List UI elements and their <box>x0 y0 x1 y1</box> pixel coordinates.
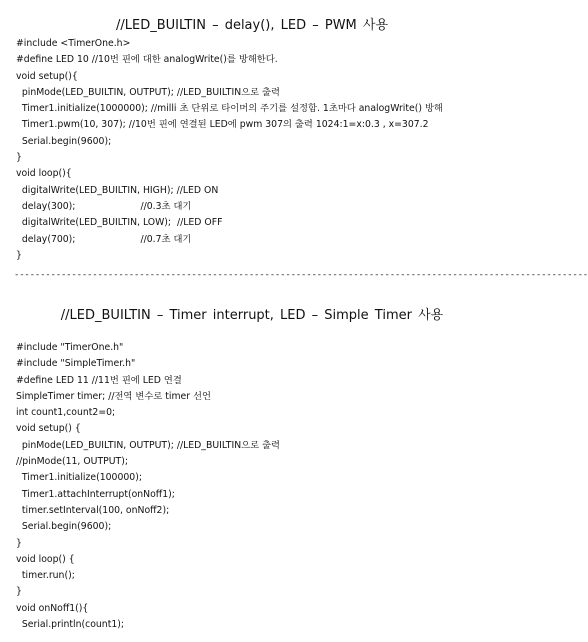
code-line: digitalWrite(LED_BUILTIN, LOW); //LED OFF <box>16 217 223 229</box>
code-line: Serial.println(count1); <box>16 619 125 631</box>
code-line: Timer1.initialize(100000); <box>16 472 142 484</box>
code-line: Timer1.attachInterrupt(onNoff1); <box>16 488 175 500</box>
code-line: #include "TimerOne.h" <box>16 342 124 353</box>
code-line: void setup() { <box>16 423 81 435</box>
code-line: Timer1.pwm(10, 307); //10번 핀에 연결된 LED에 pwm 307의 출력 1024:1=x:0.3 , x=307.2 <box>16 119 429 131</box>
code-line: pinMode(LED_BUILTIN, OUTPUT); //LED_BUILTIN으로 출력 <box>16 439 281 451</box>
code-line: delay(700); //0.7초 대기 <box>16 233 192 245</box>
code-line: } <box>16 152 22 164</box>
code-line: delay(300); //0.3초 대기 <box>16 200 192 212</box>
code-line: void onNoff1(){ <box>16 602 89 614</box>
code-line: Timer1.initialize(1000000); //milli 초 단위로 타이머의 주기를 설정함. 1초마다 analogWrite() 방해 <box>16 103 443 115</box>
code-line: #include <TimerOne.h> <box>16 38 131 49</box>
code-line: #define LED 11 //11번 핀에 LED 연결 <box>16 374 182 386</box>
code-line: timer.setInterval(100, onNoff2); <box>16 504 170 516</box>
code-line: Serial.begin(9600); <box>16 521 112 533</box>
code-line: void setup(){ <box>16 70 78 82</box>
section2-title: //LED_BUILTIN – Timer interrupt, LED – Simple Timer 사용 <box>60 308 444 323</box>
code-line: void loop() { <box>16 553 75 565</box>
code-line: } <box>16 586 22 598</box>
code-line: pinMode(LED_BUILTIN, OUTPUT); //LED_BUILTIN으로 출력 <box>16 86 281 98</box>
code-line: Serial.begin(9600); <box>16 135 112 147</box>
code-line: SimpleTimer timer; //전역 변수로 timer 선언 <box>16 390 212 402</box>
code-line: } <box>16 537 22 549</box>
code-line: digitalWrite(LED_BUILTIN, HIGH); //LED ON <box>16 184 219 196</box>
code-line: #define LED 10 //10번 핀에 대한 analogWrite()를 방해한다. <box>16 54 278 66</box>
section1-title: //LED_BUILTIN – delay(), LED – PWM 사용 <box>115 18 389 33</box>
code-line: int count1,count2=0; <box>16 407 116 419</box>
section1-code <box>16 36 500 264</box>
code-line: void loop(){ <box>16 168 72 180</box>
section2-code <box>16 340 500 633</box>
code-line: //pinMode(11, OUTPUT); <box>16 456 128 468</box>
code-line: } <box>16 249 22 261</box>
code-line: timer.run(); <box>16 570 75 582</box>
separator-line: -------------------------------------------------------------------------------------------------------------- <box>14 270 588 280</box>
code-line: #include "SimpleTimer.h" <box>16 358 136 370</box>
